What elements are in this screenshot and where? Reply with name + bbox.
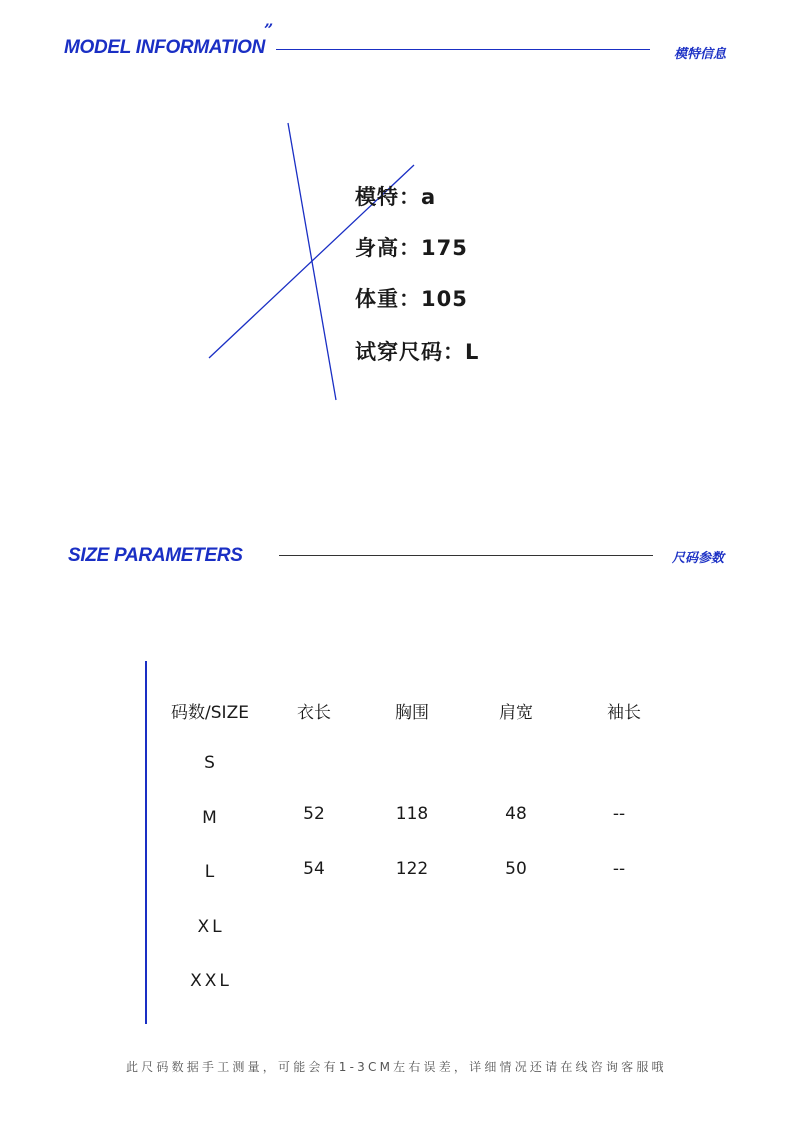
model-size-label: 试穿尺码：	[355, 340, 465, 364]
size-cell: L	[204, 862, 218, 882]
model-info-subtitle: 模特信息	[674, 47, 727, 62]
header-sleeve: 袖长	[607, 703, 641, 723]
size-params-divider	[279, 555, 653, 556]
table-left-border	[145, 661, 147, 1024]
sleeve-cell: --	[612, 859, 626, 879]
sleeve-cell: --	[612, 804, 626, 824]
size-params-subtitle: 尺码参数	[672, 551, 725, 566]
model-size-value: L	[465, 340, 480, 364]
model-weight-value: 105	[421, 287, 468, 311]
model-height-value: 175	[421, 236, 468, 260]
shoulder-cell: 48	[505, 804, 527, 824]
header-chest: 胸围	[395, 703, 429, 723]
header-shoulder: 肩宽	[499, 703, 533, 723]
size-cell: XXL	[190, 971, 232, 991]
model-size-row	[355, 336, 479, 366]
model-weight-row	[355, 283, 468, 313]
model-name-row	[355, 181, 436, 211]
model-height-label: 身高：	[355, 236, 421, 260]
chest-cell: 118	[395, 804, 429, 824]
measurement-footnote: 此尺码数据手工测量，可能会有1-3CM左右误差，详细情况还请在线咨询客服哦	[126, 1060, 667, 1074]
model-weight-label: 体重：	[355, 287, 421, 311]
chest-cell: 122	[395, 859, 429, 879]
size-cell: S	[204, 753, 218, 773]
model-info-title: MODEL INFORMATION	[64, 37, 266, 58]
length-cell: 54	[303, 859, 325, 879]
length-cell: 52	[303, 804, 325, 824]
size-cell: M	[202, 808, 220, 828]
model-name-value: a	[421, 185, 437, 209]
size-cell: XL	[197, 917, 225, 937]
header-size: 码数/SIZE	[171, 703, 249, 723]
model-height-row	[355, 232, 468, 262]
quote-mark-icon: ”	[264, 20, 274, 39]
shoulder-cell: 50	[505, 859, 527, 879]
size-params-title: SIZE PARAMETERS	[68, 545, 243, 566]
model-name-label: 模特：	[355, 185, 421, 209]
header-length: 衣长	[297, 703, 331, 723]
